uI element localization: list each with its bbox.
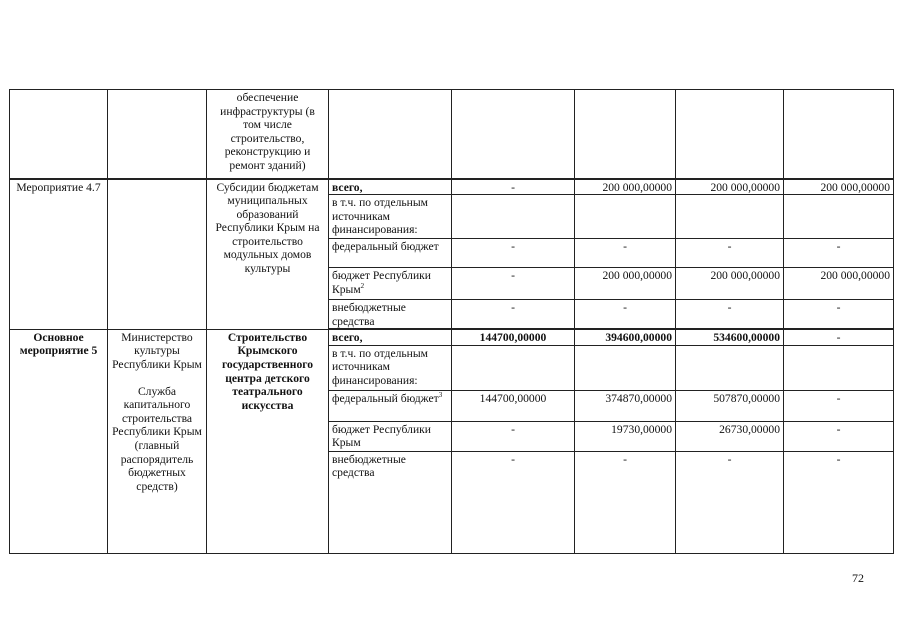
- source-extra-label: внебюджетные средства: [329, 300, 452, 330]
- value-cell: [784, 345, 894, 390]
- value-cell: 26730,00000: [676, 421, 784, 451]
- value-cell: 200 000,00000: [784, 268, 894, 300]
- value-cell: 507870,00000: [676, 390, 784, 421]
- source-federal-label: [329, 390, 452, 421]
- value-cell: 144700,00000: [452, 390, 575, 421]
- value-cell: -: [676, 451, 784, 553]
- source-cell: [329, 90, 452, 179]
- value-cell: -: [676, 300, 784, 330]
- value-cell: -: [784, 421, 894, 451]
- value-cell: [784, 195, 894, 239]
- value-cell: -: [784, 329, 894, 345]
- value-cell: -: [452, 268, 575, 300]
- executor-cell: [108, 90, 207, 179]
- value-cell: [452, 90, 575, 179]
- value-cell: [452, 195, 575, 239]
- footnote-mark: 3: [438, 391, 443, 400]
- value-cell: -: [452, 239, 575, 268]
- value-cell: 144700,00000: [452, 329, 575, 345]
- event-cell: Мероприятие 4.7: [10, 179, 108, 330]
- source-federal-label: федеральный бюджет: [329, 239, 452, 268]
- value-cell: -: [575, 451, 676, 553]
- republic-label-text: бюджет Республики Крым: [332, 269, 431, 296]
- footnote-mark: 2: [360, 281, 365, 290]
- value-cell: [784, 90, 894, 179]
- value-cell: 374870,00000: [575, 390, 676, 421]
- value-cell: 394600,00000: [575, 329, 676, 345]
- value-cell: 200 000,00000: [676, 268, 784, 300]
- value-cell: -: [575, 300, 676, 330]
- value-cell: [575, 345, 676, 390]
- value-cell: [575, 90, 676, 179]
- value-cell: [676, 345, 784, 390]
- executor-service: Служба капитального строительства Республики Крым (главный распорядитель бюджетных средств): [112, 384, 202, 493]
- table-row: [10, 329, 894, 345]
- value-cell: -: [784, 451, 894, 553]
- value-cell: -: [452, 179, 575, 195]
- table-row: [10, 90, 894, 179]
- value-cell: -: [676, 239, 784, 268]
- source-republic-label: бюджет Республики Крым: [329, 421, 452, 451]
- value-cell: [676, 90, 784, 179]
- executor-cell: [108, 329, 207, 553]
- value-cell: -: [452, 300, 575, 330]
- value-cell: 200 000,00000: [575, 179, 676, 195]
- federal-label-text: федеральный бюджет: [332, 391, 439, 405]
- value-cell: 19730,00000: [575, 421, 676, 451]
- value-cell: -: [452, 451, 575, 553]
- source-incl-label: в т.ч. по отдельным источникам финансирования:: [329, 345, 452, 390]
- value-cell: -: [784, 390, 894, 421]
- value-cell: -: [452, 421, 575, 451]
- event-cell: Основное мероприятие 5: [10, 329, 108, 553]
- value-cell: 200 000,00000: [575, 268, 676, 300]
- table-row: [10, 179, 894, 195]
- description-cell: Субсидии бюджетам муниципальных образований Республики Крым на строительство модульных домов культуры: [207, 179, 329, 330]
- event-cell: [10, 90, 108, 179]
- source-incl-label: в т.ч. по отдельным источникам финансирования:: [329, 195, 452, 239]
- executor-ministry: Министерство культуры Республики Крым: [112, 330, 202, 371]
- value-cell: 534600,00000: [676, 329, 784, 345]
- budget-table: [9, 89, 894, 554]
- source-total-label: всего,: [329, 179, 452, 195]
- value-cell: 200 000,00000: [676, 179, 784, 195]
- value-cell: 200 000,00000: [784, 179, 894, 195]
- source-total-label: всего,: [329, 329, 452, 345]
- description-cell: Строительство Крымского государственного центра детского театрального искусства: [207, 329, 329, 553]
- page-number: 72: [852, 571, 864, 585]
- source-extra-label: внебюджетные средства: [329, 451, 452, 553]
- source-republic-label: [329, 268, 452, 300]
- value-cell: [575, 195, 676, 239]
- value-cell: [452, 345, 575, 390]
- value-cell: -: [575, 239, 676, 268]
- executor-cell: [108, 179, 207, 330]
- value-cell: -: [784, 239, 894, 268]
- description-cell: обеспечение инфраструктуры (в том числе строительство, реконструкцию и ремонт зданий): [207, 90, 329, 179]
- value-cell: [676, 195, 784, 239]
- value-cell: -: [784, 300, 894, 330]
